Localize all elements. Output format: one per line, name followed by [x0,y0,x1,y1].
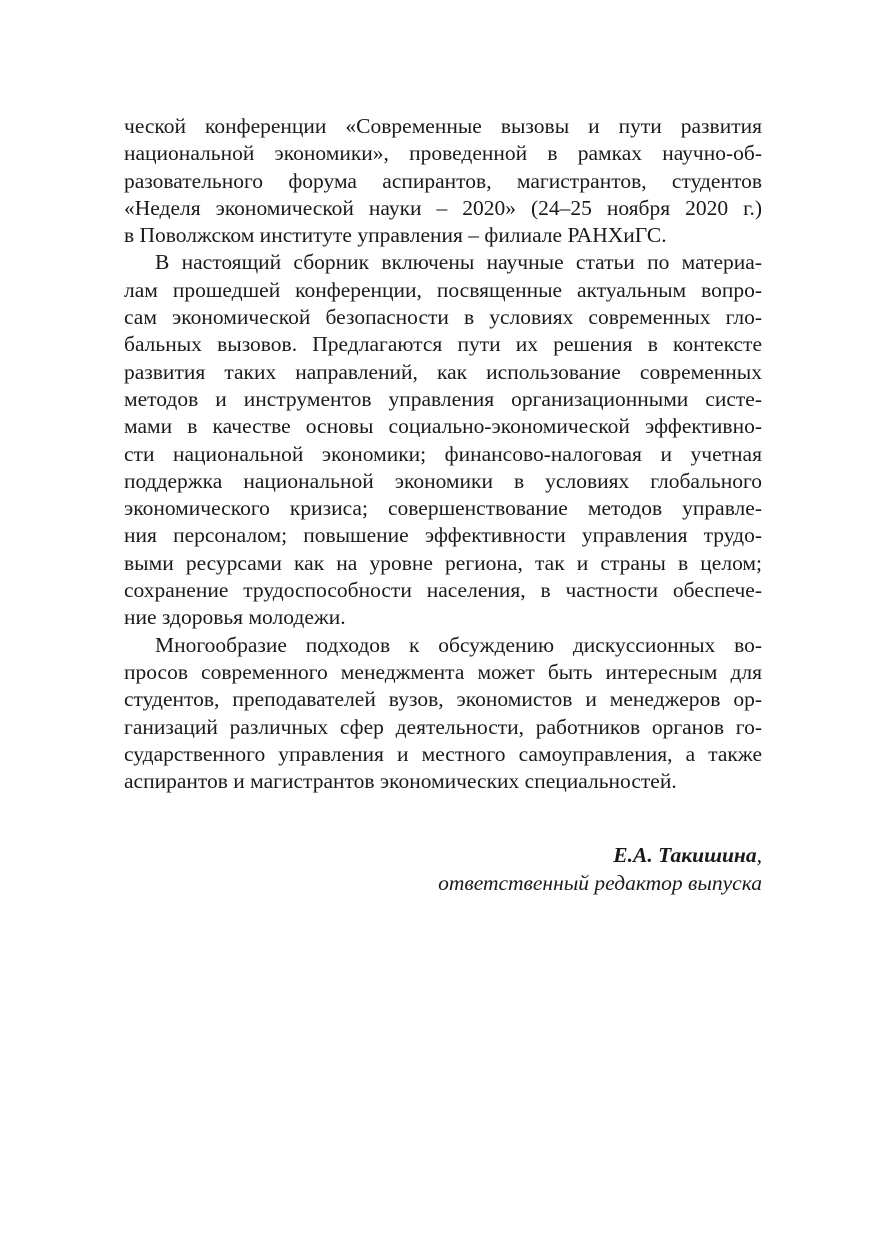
text-line: аспирантов и магистрантов экономических специальностей. [124,769,677,794]
text-line: ческой конференции «Современные вызовы и пути развития [124,114,762,138]
text-line: «Неделя экономической науки – 2020» (24–25 ноября 2020 г.) [124,195,762,220]
text-line: национальной экономики», проведенной в рамках научно-об- [124,141,762,166]
text-line: сударственного управления и местного самоуправления, а также [124,741,762,766]
paragraph-3 [124,632,762,796]
text-line: ганизаций различных сфер деятельности, работников органов го- [124,714,762,739]
text-line: сам экономической безопасности в условиях современных гло- [124,305,762,330]
editor-name [438,841,762,869]
text-line: ния персоналом; повышение эффективности управления трудо- [124,523,762,548]
text-line: ние здоровья молодежи. [124,605,346,630]
signature-block [438,841,762,897]
text-line: Многообразие подходов к обсуждению дискуссионных во- [155,632,762,657]
text-line: поддержка национальной экономики в условиях глобального [124,468,762,493]
text-line: В настоящий сборник включены научные статьи по материа- [155,250,762,275]
document-page [124,113,762,895]
text-line: методов и инструментов управления организационными систе- [124,386,762,411]
text-line: экономического кризиса; совершенствование методов управле- [124,496,762,521]
text-line: выми ресурсами как на уровне региона, так и страны в целом; [124,550,762,575]
paragraph-1 [124,113,762,249]
paragraph-2 [124,249,762,631]
editor-role: ответственный редактор выпуска [438,871,762,895]
editor-name-text: Е.А. Такишина [613,843,757,867]
text-line: лам прошедшей конференции, посвященные актуальным вопро- [124,277,762,302]
text-line: просов современного менеджмента может быть интересным для [124,659,762,684]
editor-name-comma: , [756,843,762,867]
text-line: сти национальной экономики; финансово-налоговая и учетная [124,441,762,466]
text-line: в Поволжском институте управления – филиале РАНХиГС. [124,223,667,248]
text-line: мами в качестве основы социально-экономической эффективно- [124,414,762,439]
text-line: студентов, преподавателей вузов, экономистов и менеджеров ор- [124,687,762,712]
text-line: бальных вызовов. Предлагаются пути их решения в контексте [124,332,762,357]
text-line: сохранение трудоспособности населения, в частности обеспече- [124,578,762,603]
text-line: разовательного форума аспирантов, магистрантов, студентов [124,168,762,193]
text-line: развития таких направлений, как использование современных [124,359,762,384]
